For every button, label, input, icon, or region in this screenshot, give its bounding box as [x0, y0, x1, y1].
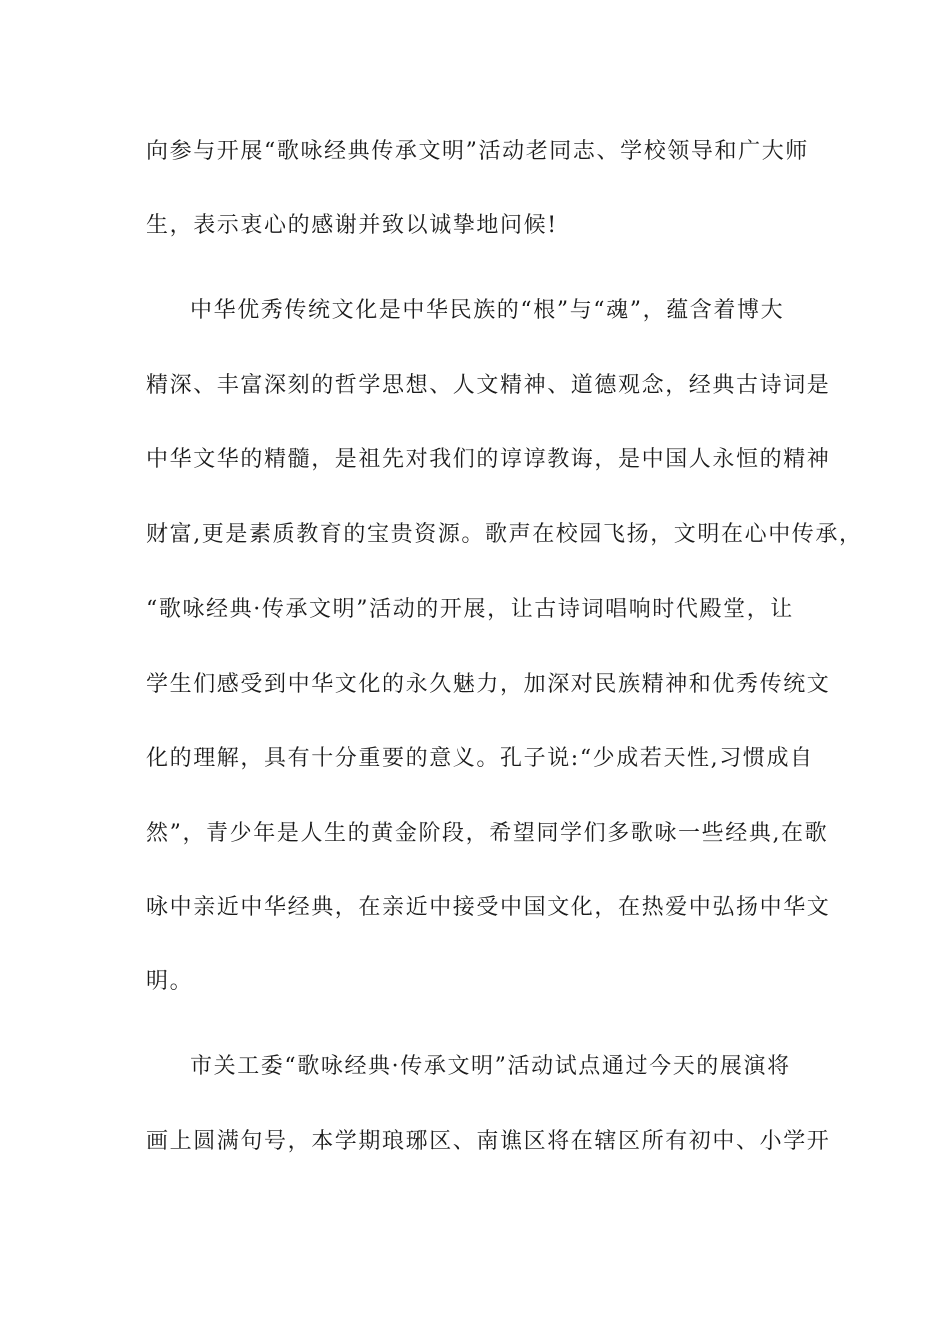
text-line: 向参与开展“歌咏经典传承文明”活动老同志、学校领导和广大师	[146, 139, 809, 164]
text-line: 画上圆满句号，本学期琅琊区、南谯区将在辖区所有初中、小学开	[146, 1129, 831, 1154]
text-line: 然”，青少年是人生的黄金阶段，希望同学们多歌咏一些经典,在歌	[146, 821, 829, 846]
text-line: 生，表示衷心的感谢并致以诚挚地问候!	[146, 213, 558, 238]
text-line: 咏中亲近中华经典，在亲近中接受中国文化，在热爱中弘扬中华文	[146, 895, 831, 920]
text-line: 中华文华的精髓，是祖先对我们的谆谆教诲，是中国人永恒的精神	[146, 447, 831, 472]
text-line: 精深、丰富深刻的哲学思想、人文精神、道德观念，经典古诗词是	[146, 373, 831, 398]
text-line: “歌咏经典·传承文明”活动的开展，让古诗词唱响时代殿堂，让	[146, 597, 794, 622]
paragraph-start-line: 市关工委“歌咏经典·传承文明”活动试点通过今天的展演将	[190, 1054, 791, 1079]
paragraph-start-line: 中华优秀传统文化是中华民族的“根”与“魂”，蕴含着博大	[190, 298, 785, 323]
text-line: 明。	[146, 969, 194, 994]
text-line: 财富,更是素质教育的宝贵资源。歌声在校园飞扬，文明在心中传承，	[146, 522, 863, 547]
text-line: 化的理解，具有十分重要的意义。孔子说:“少成若天性,习惯成自	[146, 746, 814, 771]
text-line: 学生们感受到中华文化的永久魅力，加深对民族精神和优秀传统文	[146, 672, 831, 697]
